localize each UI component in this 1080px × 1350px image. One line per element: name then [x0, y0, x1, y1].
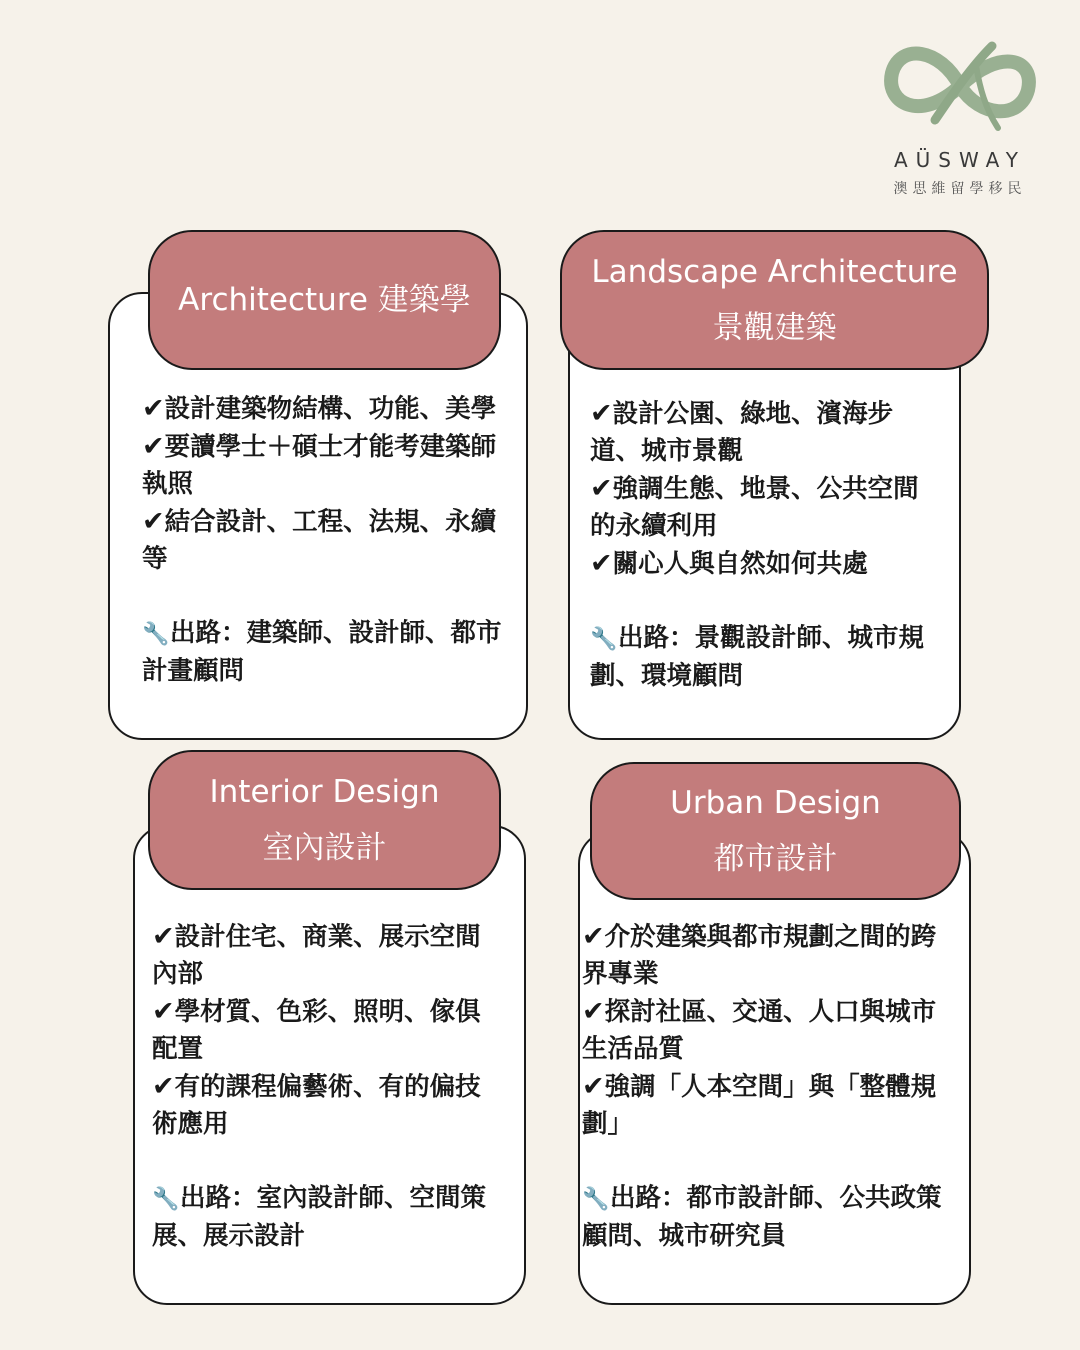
brand-logo [870, 28, 1050, 203]
interior-body [152, 918, 492, 1255]
list-item: ✔設計建築物結構、功能、美學 [142, 393, 497, 424]
check-icon: ✔ [152, 1071, 175, 1102]
card-subtitle: 都市設計 [713, 841, 838, 877]
check-icon: ✔ [152, 921, 175, 952]
check-icon: ✔ [590, 398, 613, 429]
list-item: ✔強調生態、地景、公共空間的永續利用 [590, 473, 919, 541]
urban-header [590, 762, 961, 900]
list-item: ✔關心人與自然如何共處 [590, 548, 868, 579]
list-item: ✔結合設計、工程、法規、永續等 [142, 506, 497, 574]
brand-subtitle: 澳思維留學移民 [893, 181, 1027, 197]
career-line: 🔧出路：景觀設計師、城市規劃、環境顧問 [590, 623, 925, 691]
check-icon: ✔ [582, 921, 605, 952]
list-item: ✔設計公園、綠地、濱海步道、城市景觀 [590, 398, 894, 466]
card-title: Interior Design [209, 774, 440, 810]
check-icon: ✔ [590, 548, 613, 579]
list-item: ✔介於建築與都市規劃之間的跨界專業 [582, 921, 937, 989]
check-icon: ✔ [590, 473, 613, 504]
check-icon: ✔ [582, 1071, 605, 1102]
check-icon: ✔ [142, 431, 165, 462]
card-title: Urban Design [670, 785, 881, 821]
check-icon: ✔ [582, 996, 605, 1027]
check-icon: ✔ [142, 506, 165, 537]
architecture-body [142, 390, 502, 690]
list-item: ✔學材質、色彩、照明、傢俱配置 [152, 996, 481, 1064]
brand-name: AÜSWAY [893, 148, 1027, 172]
list-item: ✔要讀學士＋碩士才能考建築師執照 [142, 431, 497, 499]
wrench-icon: 🔧 [582, 1187, 610, 1212]
interior-header [148, 750, 501, 890]
wrench-icon: 🔧 [152, 1187, 180, 1212]
urban-body [582, 918, 942, 1255]
wrench-icon: 🔧 [142, 622, 170, 647]
landscape-header [560, 230, 989, 370]
check-icon: ✔ [152, 996, 175, 1027]
list-item: ✔強調「人本空間」與「整體規劃」 [582, 1071, 937, 1139]
infinity-logo-icon [880, 28, 1040, 143]
landscape-body [590, 395, 925, 695]
architecture-header [148, 230, 501, 370]
list-item: ✔有的課程偏藝術、有的偏技術應用 [152, 1071, 481, 1139]
wrench-icon: 🔧 [590, 627, 618, 652]
career-line: 🔧出路：室內設計師、空間策展、展示設計 [152, 1183, 487, 1251]
career-line: 🔧出路：都市設計師、公共政策顧問、城市研究員 [582, 1183, 942, 1251]
card-title: Landscape Architecture [591, 254, 958, 290]
career-line: 🔧出路：建築師、設計師、都市計畫顧問 [142, 618, 502, 686]
check-icon: ✔ [142, 393, 165, 424]
card-subtitle: 室內設計 [262, 830, 387, 866]
card-subtitle: 景觀建築 [712, 310, 837, 346]
list-item: ✔探討社區、交通、人口與城市生活品質 [582, 996, 937, 1064]
list-item: ✔設計住宅、商業、展示空間內部 [152, 921, 481, 989]
card-title: Architecture 建築學 [178, 282, 471, 318]
